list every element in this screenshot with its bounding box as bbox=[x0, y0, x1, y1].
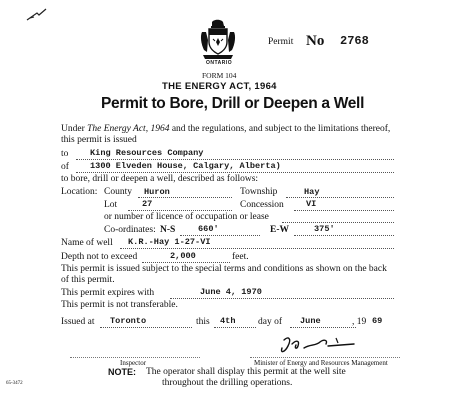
intro-post: and the regulations, and subject to the limitations thereof, bbox=[171, 124, 391, 134]
corner-mark-icon bbox=[26, 6, 48, 24]
ew-value: 375' bbox=[314, 224, 335, 234]
expires-label: This permit expires with bbox=[61, 288, 155, 298]
ns-value: 660' bbox=[198, 224, 219, 234]
depth-value: 2,000 bbox=[170, 251, 196, 261]
county-value: Huron bbox=[144, 187, 170, 197]
issued-month: June bbox=[300, 316, 321, 326]
coordinates-label: Co-ordinates: bbox=[104, 225, 156, 235]
issued-year: 69 bbox=[372, 316, 383, 326]
lot-value: 27 bbox=[142, 199, 153, 209]
conditions-line-2: of this permit. bbox=[61, 275, 115, 285]
issued-day: 4th bbox=[220, 316, 236, 326]
form-number: FORM 104 bbox=[202, 71, 237, 80]
ew-label: E-W bbox=[270, 225, 289, 235]
permit-label: Permit bbox=[268, 37, 294, 47]
minister-signature-line bbox=[250, 357, 400, 358]
of-label: of bbox=[61, 162, 69, 172]
township-label: Township bbox=[240, 187, 278, 197]
well-name-value: K.R.-Hay 1-27-VI bbox=[128, 237, 211, 247]
issued-place: Toronto bbox=[110, 316, 147, 326]
permit-number: 2768 bbox=[340, 34, 369, 48]
conditions-line-1: This permit is issued subject to the special terms and conditions as shown on the back bbox=[61, 264, 387, 274]
ns-label: N-S bbox=[160, 225, 176, 235]
depth-label: Depth not to exceed bbox=[61, 252, 138, 262]
ontario-coat-of-arms-icon bbox=[198, 18, 238, 60]
page-title: Permit to Bore, Drill or Deepen a Well bbox=[101, 95, 365, 112]
act-title: THE ENERGY ACT, 1964 bbox=[162, 81, 277, 92]
intro-pre: Under bbox=[61, 124, 85, 134]
intro-line-2: this permit is issued bbox=[61, 135, 137, 145]
issued-label: Issued at bbox=[61, 317, 95, 327]
expires-value: June 4, 1970 bbox=[200, 287, 262, 297]
intro-line-1 bbox=[61, 124, 390, 135]
concession-underline bbox=[294, 210, 394, 211]
well-name-underline bbox=[120, 248, 394, 249]
depth-unit: feet. bbox=[232, 252, 249, 262]
expires-underline bbox=[170, 298, 394, 299]
location-label: Location: bbox=[61, 187, 98, 197]
depth-underline bbox=[142, 262, 230, 263]
day-underline bbox=[214, 327, 256, 328]
province-label: ONTARIO bbox=[206, 60, 233, 66]
year-prefix: , 19 bbox=[352, 317, 367, 327]
to-label: to bbox=[61, 149, 69, 159]
of-underline bbox=[76, 172, 394, 173]
this-label: this bbox=[196, 317, 210, 327]
to-underline bbox=[76, 159, 394, 160]
licence-label: or number of licence of occupation or lease bbox=[104, 212, 269, 222]
lot-label: Lot bbox=[104, 200, 118, 210]
inspector-signature-line bbox=[70, 357, 200, 358]
act-reference: The Energy Act, 1964 bbox=[87, 124, 170, 134]
note-line-2: throughout the drilling operations. bbox=[162, 378, 293, 388]
to-value: King Resources Company bbox=[90, 148, 204, 158]
permit-no-label: No bbox=[306, 33, 325, 49]
inspector-label: Inspector bbox=[120, 359, 147, 367]
concession-value: VI bbox=[306, 199, 317, 209]
of-value: 1300 Elveden House, Calgary, Alberta) bbox=[90, 161, 281, 171]
note-line-1: The operator shall display this permit at the well site bbox=[146, 367, 346, 377]
ew-underline bbox=[294, 235, 394, 236]
day-of-label: day of bbox=[258, 317, 283, 327]
minister-label: Minister of Energy and Resources Management bbox=[254, 359, 388, 367]
transfer-text: This permit is not transferable. bbox=[61, 300, 178, 310]
county-label: County bbox=[104, 187, 132, 197]
concession-label: Concession bbox=[240, 200, 284, 210]
purpose-text: to bore, drill or deepen a well, described as follows: bbox=[61, 174, 259, 184]
note-label: NOTE: bbox=[108, 367, 136, 377]
form-code: 65-3472 bbox=[6, 381, 23, 386]
ns-underline bbox=[180, 235, 260, 236]
lot-underline bbox=[128, 210, 232, 211]
county-underline bbox=[138, 197, 232, 198]
township-value: Hay bbox=[304, 187, 320, 197]
well-name-label: Name of well bbox=[61, 238, 113, 248]
township-underline bbox=[286, 197, 394, 198]
month-underline bbox=[290, 327, 356, 328]
issued-place-underline bbox=[100, 327, 192, 328]
licence-underline bbox=[282, 222, 394, 223]
